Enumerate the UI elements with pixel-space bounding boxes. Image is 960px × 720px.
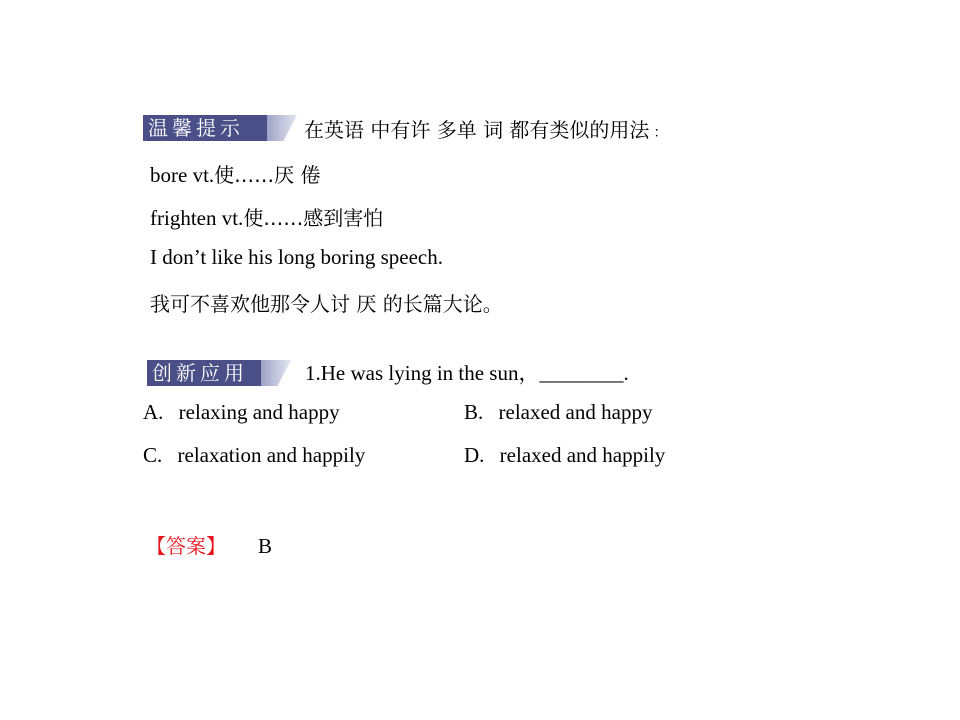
answer-row (146, 530, 272, 559)
option-a (143, 400, 340, 425)
option-text: relaxed and happily (499, 443, 666, 467)
tip-example-cn: 我可不喜欢他那令人讨 厌 的长篇大论。 (150, 292, 503, 316)
exercise-question: 1.He was lying in the sun，________. (305, 361, 629, 385)
exercise-badge (147, 360, 261, 386)
exercise-badge-tail-decoration (261, 360, 291, 386)
option-c (143, 443, 365, 468)
tip-intro-colon: ： (653, 125, 668, 141)
option-d (464, 443, 665, 468)
answer-value: B (258, 534, 273, 558)
tip-intro-text: 在英语 中有许 多单 词 都有类似的用法 (304, 118, 650, 142)
option-letter: C. (143, 443, 163, 467)
tip-example-en: I don’t like his long boring speech. (150, 245, 443, 269)
tip-badge (143, 115, 267, 141)
tip-line-frighten (150, 202, 383, 231)
tip-line-cn: 使……感到害怕 (243, 206, 384, 230)
answer-label: 【答案】 (146, 534, 226, 558)
tip-badge-label: 温馨提示 (148, 116, 244, 140)
tip-intro (304, 114, 667, 143)
option-letter: D. (464, 443, 485, 467)
option-text: relaxing and happy (178, 400, 340, 424)
option-text: relaxed and happy (498, 400, 653, 424)
tip-line-en: frighten vt. (150, 206, 244, 230)
option-text: relaxation and happily (177, 443, 366, 467)
tip-line-cn: 使……厌 倦 (214, 163, 321, 187)
option-letter: A. (143, 400, 164, 424)
option-letter: B. (464, 400, 484, 424)
option-b (464, 400, 652, 425)
tip-line-en: bore vt. (150, 163, 215, 187)
tip-line-bore (150, 159, 321, 188)
tip-badge-tail-decoration (267, 115, 297, 141)
exercise-badge-label: 创新应用 (152, 361, 248, 385)
